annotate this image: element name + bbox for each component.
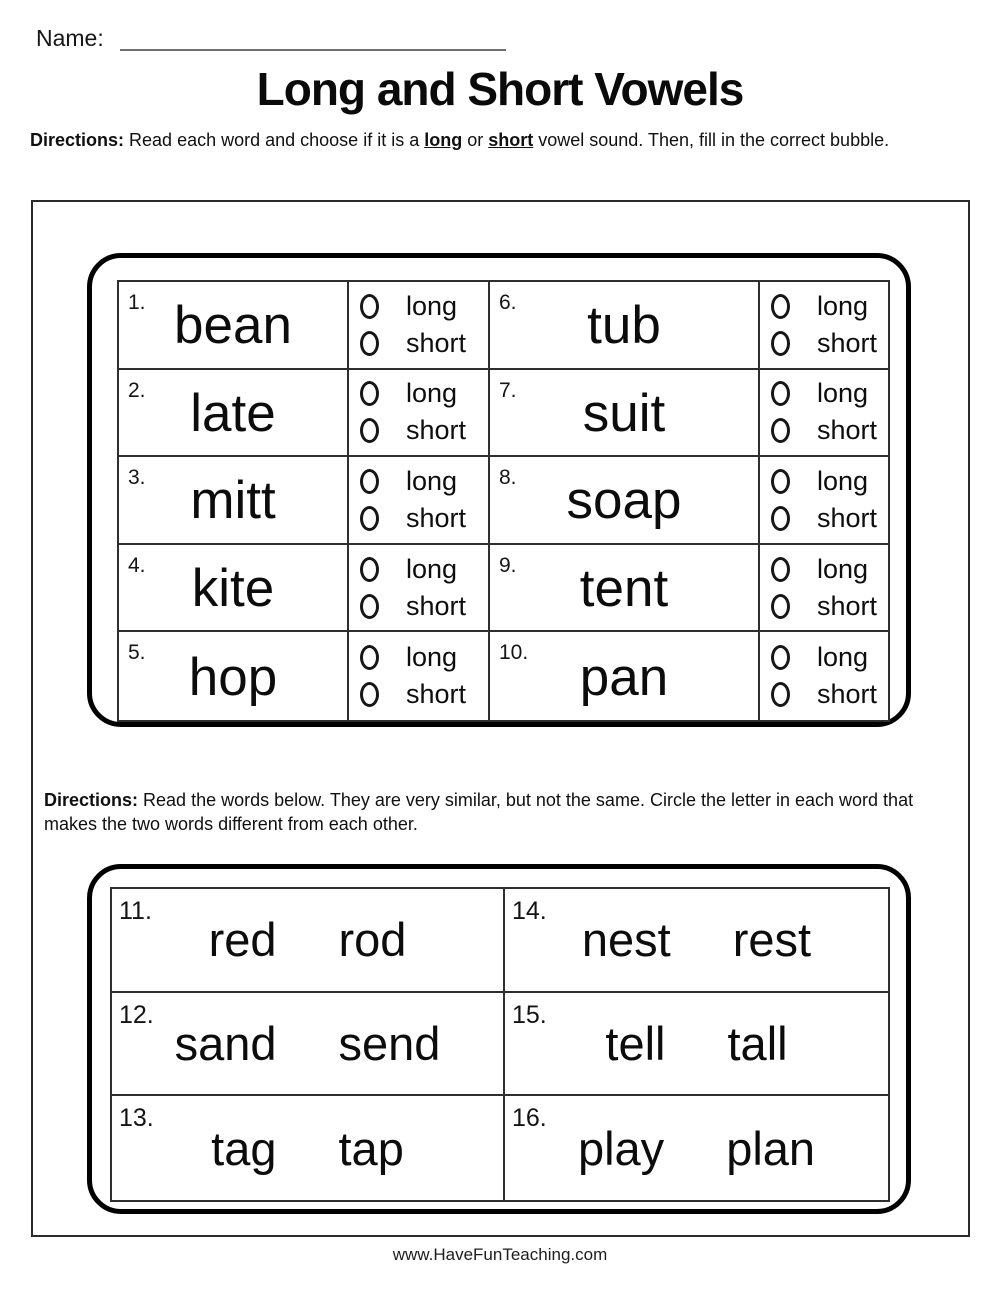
item-number: 2. xyxy=(128,378,146,402)
word-cell xyxy=(490,545,760,633)
item-number: 5. xyxy=(128,641,146,665)
short-label: short xyxy=(406,415,467,446)
bubble-cell xyxy=(760,370,888,458)
name-label: Name: xyxy=(36,25,104,51)
item-word: kite xyxy=(191,559,275,619)
short-option xyxy=(360,503,488,533)
word-pair xyxy=(112,1096,503,1200)
word-pair xyxy=(112,889,503,991)
directions-pairs xyxy=(44,788,959,837)
short-label: short xyxy=(817,590,878,621)
long-label: long xyxy=(817,553,869,584)
short-label: short xyxy=(406,502,467,533)
item-number: 15. xyxy=(512,1000,547,1029)
word-cell xyxy=(119,632,349,720)
long-option xyxy=(360,643,488,673)
pair-word-left: tag xyxy=(211,1121,277,1175)
item-number: 1. xyxy=(128,291,146,314)
short-option xyxy=(771,416,888,446)
item-number: 6. xyxy=(499,291,517,314)
pair-word-right: send xyxy=(338,1016,441,1070)
pair-cell xyxy=(505,1096,888,1200)
directions-label: Directions: xyxy=(44,790,139,810)
item-word: suit xyxy=(582,383,666,443)
item-word: late xyxy=(190,383,276,443)
bubble-cell xyxy=(760,282,888,370)
pair-word-right: rod xyxy=(338,913,407,967)
item-number: 13. xyxy=(119,1104,154,1133)
word-pair xyxy=(505,993,888,1095)
word-pair xyxy=(505,1096,888,1200)
pair-word-left: sand xyxy=(174,1016,277,1070)
bubble-cell xyxy=(349,370,490,458)
word-cell xyxy=(119,370,349,458)
word-cell xyxy=(119,457,349,545)
bubble-cell xyxy=(349,632,490,720)
item-number: 14. xyxy=(512,897,547,925)
long-option xyxy=(360,291,488,321)
directions-line xyxy=(44,788,959,812)
directions-text: vowel sound. Then, fill in the correct bubble. xyxy=(533,130,890,150)
long-label: long xyxy=(406,378,458,409)
short-option xyxy=(771,591,888,621)
short-label: short xyxy=(817,415,878,446)
item-word: soap xyxy=(566,471,682,531)
item-number: 9. xyxy=(499,553,517,577)
item-number: 7. xyxy=(499,378,517,402)
long-label: long xyxy=(817,290,869,321)
pair-word-left: tell xyxy=(605,1016,666,1070)
name-input-line[interactable] xyxy=(120,26,506,51)
pairs-table xyxy=(110,887,890,1202)
long-option xyxy=(771,554,888,584)
long-option xyxy=(360,554,488,584)
item-word: bean xyxy=(174,296,292,356)
pair-word-right: plan xyxy=(726,1121,816,1175)
long-bubble[interactable] xyxy=(360,381,379,406)
item-number: 10. xyxy=(499,641,529,665)
directions-text: Read each word and choose if it is a xyxy=(124,130,425,150)
bubble-cell xyxy=(760,545,888,633)
long-option xyxy=(771,379,888,409)
long-label: long xyxy=(406,553,458,584)
long-bubble[interactable] xyxy=(360,469,379,494)
item-number: 8. xyxy=(499,466,517,490)
short-bubble[interactable] xyxy=(360,418,379,443)
pair-word-right: tap xyxy=(338,1121,404,1175)
long-bubble[interactable] xyxy=(360,294,379,319)
short-bubble[interactable] xyxy=(360,594,379,619)
short-label: short xyxy=(406,590,467,621)
long-bubble[interactable] xyxy=(771,645,790,670)
bubble-cell xyxy=(349,457,490,545)
word-pair xyxy=(505,889,888,991)
item-number: 16. xyxy=(512,1104,547,1133)
directions-label: Directions: xyxy=(30,130,125,150)
vowel-table xyxy=(117,280,890,722)
short-bubble[interactable] xyxy=(360,682,379,707)
long-option xyxy=(360,379,488,409)
footer-url: www.HaveFunTeaching.com xyxy=(392,1245,608,1264)
item-number: 12. xyxy=(119,1000,154,1029)
bubble-cell xyxy=(349,282,490,370)
long-label: long xyxy=(406,290,458,321)
short-label: short xyxy=(817,679,878,710)
item-word: tub xyxy=(587,296,661,356)
directions-vowels xyxy=(30,130,980,151)
directions-text: or xyxy=(462,130,489,150)
pair-word-left: nest xyxy=(581,913,671,967)
word-cell xyxy=(119,545,349,633)
word-cell xyxy=(490,370,760,458)
pair-word-right: rest xyxy=(732,913,812,967)
item-number: 4. xyxy=(128,553,146,577)
item-word: mitt xyxy=(190,471,276,531)
name-row xyxy=(36,26,506,51)
long-bubble[interactable] xyxy=(771,381,790,406)
short-bubble[interactable] xyxy=(771,682,790,707)
short-label: short xyxy=(406,679,467,710)
word-pair xyxy=(112,993,503,1095)
long-label: long xyxy=(817,378,869,409)
short-bubble[interactable] xyxy=(771,418,790,443)
word-cell xyxy=(490,457,760,545)
short-label: short xyxy=(817,502,878,533)
pair-cell xyxy=(112,1096,505,1200)
long-bubble[interactable] xyxy=(771,557,790,582)
item-word: tent xyxy=(579,559,669,619)
word-cell xyxy=(119,282,349,370)
short-bubble[interactable] xyxy=(771,506,790,531)
short-option xyxy=(771,503,888,533)
long-option xyxy=(771,643,888,673)
item-number: 3. xyxy=(128,466,146,490)
directions-text: Read the words below. They are very similar, but not the same. Circle the letter in each word that xyxy=(138,790,914,810)
item-word: hop xyxy=(188,647,278,707)
short-option xyxy=(360,591,488,621)
pair-cell xyxy=(505,993,888,1097)
item-number: 11. xyxy=(119,897,152,925)
long-option xyxy=(771,466,888,496)
short-label: short xyxy=(817,327,878,358)
pair-word-left: play xyxy=(577,1121,665,1175)
short-label: short xyxy=(406,327,467,358)
short-emphasis: short xyxy=(488,130,534,150)
long-label: long xyxy=(406,642,458,673)
long-bubble[interactable] xyxy=(771,469,790,494)
long-bubble[interactable] xyxy=(360,557,379,582)
long-label: long xyxy=(406,465,458,496)
short-option xyxy=(360,416,488,446)
short-bubble[interactable] xyxy=(771,594,790,619)
long-label: long xyxy=(817,642,869,673)
long-label: long xyxy=(817,465,869,496)
page-title: Long and Short Vowels xyxy=(256,63,744,115)
long-emphasis: long xyxy=(424,130,463,150)
short-option xyxy=(360,328,488,358)
long-bubble[interactable] xyxy=(771,294,790,319)
bubble-cell xyxy=(349,545,490,633)
short-bubble[interactable] xyxy=(360,506,379,531)
long-option xyxy=(360,466,488,496)
short-bubble[interactable] xyxy=(771,331,790,356)
directions-line: makes the two words different from each other. xyxy=(44,814,418,835)
bubble-cell xyxy=(760,457,888,545)
pair-word-left: red xyxy=(208,913,277,967)
short-option xyxy=(360,680,488,710)
short-option xyxy=(771,328,888,358)
pair-cell xyxy=(112,993,505,1097)
short-option xyxy=(771,680,888,710)
long-bubble[interactable] xyxy=(360,645,379,670)
bubble-cell xyxy=(760,632,888,720)
word-cell xyxy=(490,282,760,370)
pair-cell xyxy=(112,889,505,993)
pair-word-right: tall xyxy=(727,1016,788,1070)
pair-cell xyxy=(505,889,888,993)
word-cell xyxy=(490,632,760,720)
item-word: pan xyxy=(579,647,669,707)
short-bubble[interactable] xyxy=(360,331,379,356)
long-option xyxy=(771,291,888,321)
